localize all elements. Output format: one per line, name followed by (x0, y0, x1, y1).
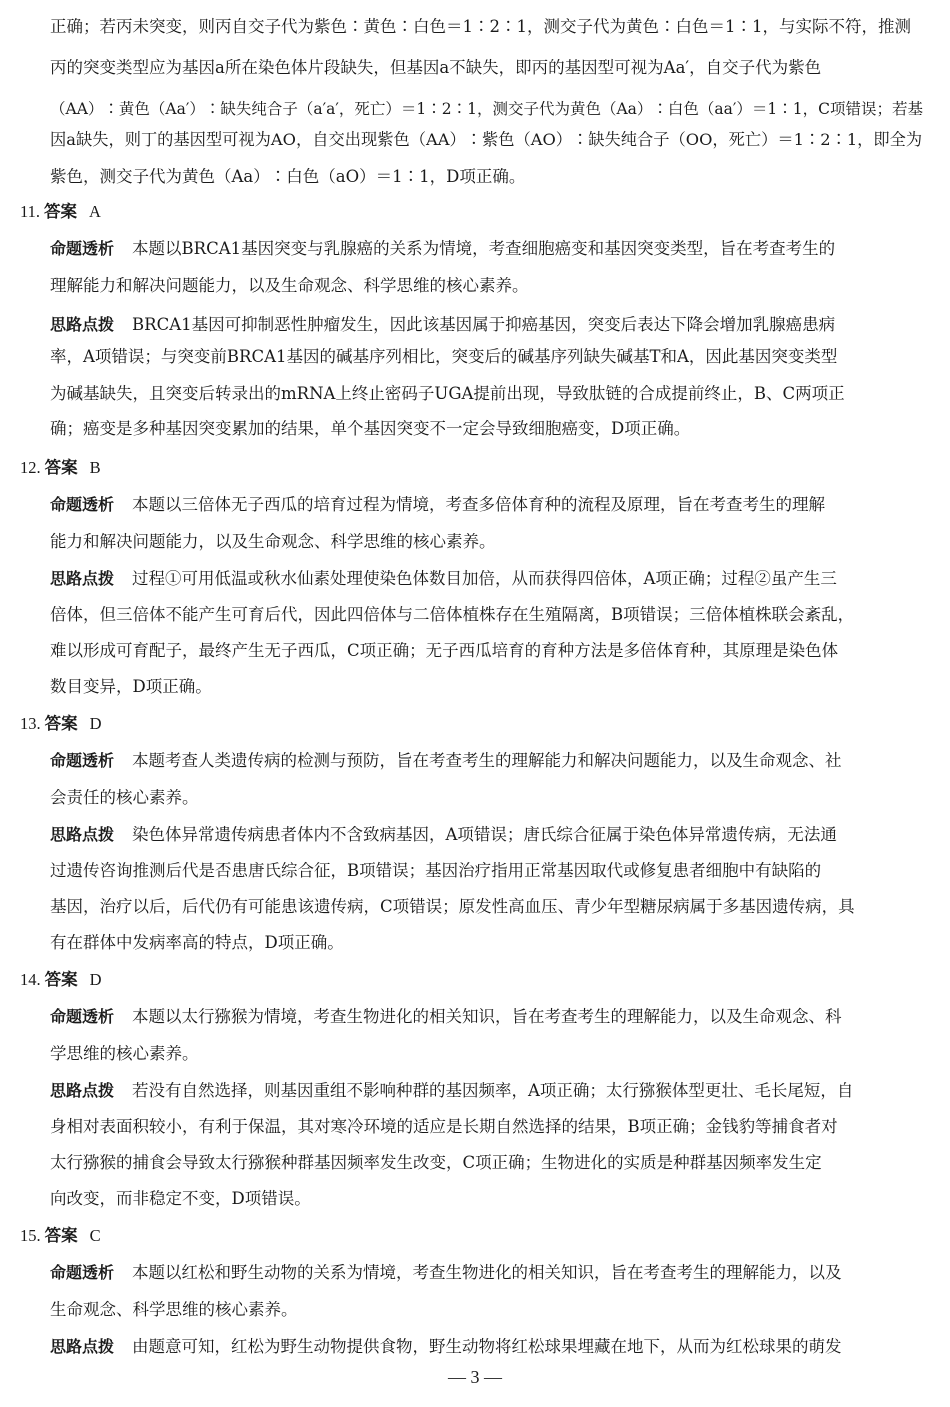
intro-line-3: （AA）∶黄色（Aa′）∶缺失纯合子（a′a′，死亡）＝1∶2∶1，测交子代为黄色（Aa）∶白色（aa′）＝1∶1，C项错误；若基 (50, 100, 923, 118)
analysis-text: 本题以BRCA1基因突变与乳腺癌的关系为情境，考查细胞癌变和基因突变类型，旨在考查考生的 (132, 239, 836, 258)
answer-label: 答案 (44, 458, 78, 477)
hint-text: 由题意可知，红松为野生动物提供食物，野生动物将红松球果埋藏在地下，从而为红松球果的萌发 (132, 1337, 842, 1356)
q11-analysis-line-1 (50, 236, 835, 262)
analysis-text: 本题考查人类遗传病的检测与预防，旨在考查考生的理解能力和解决问题能力，以及生命观念、社 (132, 751, 842, 770)
q11-hint-line-3: 为碱基缺失，且突变后转录出的mRNA上终止密码子UGA提前出现，导致肽链的合成提前终止，B、C两项正 (50, 384, 845, 403)
answer-value: D (89, 714, 102, 733)
answer-value: D (89, 970, 102, 989)
question-number: 13. (20, 714, 41, 733)
answer-label: 答案 (44, 202, 78, 221)
question-number: 11. (20, 202, 41, 221)
q14-hint-line-2: 身相对表面积较小，有利于保温，其对寒冷环境的适应是长期自然选择的结果，B项正确；金钱豹等捕食者对 (50, 1117, 838, 1136)
question-14-heading (20, 967, 102, 993)
q15-analysis-line-1 (50, 1260, 842, 1286)
q12-hint-line-1 (50, 566, 837, 592)
q12-hint-line-2: 倍体，但三倍体不能产生可育后代，因此四倍体与二倍体植株存在生殖隔离，B项错误；三倍体植株联会紊乱， (50, 605, 855, 624)
q13-hint-line-1 (50, 822, 837, 848)
analysis-label: 命题透析 (50, 1263, 115, 1282)
q13-hint-line-2: 过遗传咨询推测后代是否患唐氏综合征，B项错误；基因治疗指用正常基因取代或修复患者细胞中有缺陷的 (50, 861, 822, 880)
q14-hint-line-3: 太行猕猴的捕食会导致太行猕猴种群基因频率发生改变，C项正确；生物进化的实质是种群基因频率发生定 (50, 1153, 822, 1172)
hint-label: 思路点拨 (50, 315, 115, 334)
question-13-heading (20, 711, 102, 737)
question-number: 12. (20, 458, 41, 477)
analysis-label: 命题透析 (50, 239, 115, 258)
q14-hint-line-1 (50, 1078, 853, 1104)
hint-text: 若没有自然选择，则基因重组不影响种群的基因频率，A项正确；太行猕猴体型更壮、毛长尾短，自 (132, 1081, 854, 1100)
page-number: — 3 — (448, 1367, 502, 1387)
question-15-heading (20, 1223, 101, 1249)
analysis-text: 本题以三倍体无子西瓜的培育过程为情境，考查多倍体育种的流程及原理，旨在考查考生的理解 (132, 495, 826, 514)
answer-value: C (89, 1226, 101, 1245)
intro-line-2: 丙的突变类型应为基因a所在染色体片段缺失，但基因a不缺失，即丙的基因型可视为Aa′，自交子代为紫色 (50, 58, 822, 77)
q13-hint-line-3: 基因，治疗以后，后代仍有可能患该遗传病，C项错误；原发性高血压、青少年型糖尿病属于多基因遗传病，具 (50, 897, 855, 916)
q11-hint-line-1 (50, 312, 835, 338)
analysis-label: 命题透析 (50, 495, 115, 514)
hint-text: 染色体异常遗传病患者体内不含致病基因，A项错误；唐氏综合征属于染色体异常遗传病，无法通 (132, 825, 837, 844)
q13-analysis-line-2: 会责任的核心素养。 (50, 788, 199, 807)
analysis-label: 命题透析 (50, 1007, 115, 1026)
intro-line-1: 正确；若丙未突变，则丙自交子代为紫色∶黄色∶白色＝1∶2∶1，测交子代为黄色∶白色＝1∶1，与实际不符，推测 (50, 17, 911, 36)
intro-line-4: 因a缺失，则丁的基因型可视为AO，自交出现紫色（AA）∶紫色（AO）∶缺失纯合子（OO，死亡）＝1∶2∶1，即全为 (50, 130, 923, 149)
q12-analysis-line-2: 能力和解决问题能力，以及生命观念、科学思维的核心素养。 (50, 532, 496, 551)
question-number: 15. (20, 1226, 41, 1245)
question-12-heading (20, 455, 101, 481)
answer-value: B (89, 458, 101, 477)
answer-label: 答案 (44, 1226, 78, 1245)
hint-label: 思路点拨 (50, 569, 115, 588)
q15-hint-line-1 (50, 1334, 842, 1360)
answer-value: A (89, 202, 101, 221)
q14-hint-line-4: 向改变，而非稳定不变，D项错误。 (50, 1189, 311, 1208)
hint-label: 思路点拨 (50, 1337, 115, 1356)
q12-analysis-line-1 (50, 492, 825, 518)
hint-text: 过程①可用低温或秋水仙素处理使染色体数目加倍，从而获得四倍体，A项正确；过程②虽产生三 (132, 569, 837, 588)
q13-hint-line-4: 有在群体中发病率高的特点，D项正确。 (50, 933, 344, 952)
answer-label: 答案 (44, 714, 78, 733)
intro-line-5: 紫色，测交子代为黄色（Aa）∶白色（aO）＝1∶1，D项正确。 (50, 167, 526, 186)
q13-analysis-line-1 (50, 748, 842, 774)
hint-label: 思路点拨 (50, 825, 115, 844)
analysis-label: 命题透析 (50, 751, 115, 770)
q12-hint-line-4: 数目变异，D项正确。 (50, 677, 212, 696)
hint-text: BRCA1基因可抑制恶性肿瘤发生，因此该基因属于抑癌基因，突变后表达下降会增加乳腺癌患病 (132, 315, 836, 334)
answer-label: 答案 (44, 970, 78, 989)
q14-analysis-line-2: 学思维的核心素养。 (50, 1044, 199, 1063)
q14-analysis-line-1 (50, 1004, 842, 1030)
hint-label: 思路点拨 (50, 1081, 115, 1100)
q12-hint-line-3: 难以形成可育配子，最终产生无子西瓜，C项正确；无子西瓜培育的育种方法是多倍体育种，其原理是染色体 (50, 641, 839, 660)
question-number: 14. (20, 970, 41, 989)
question-11-heading (20, 199, 101, 225)
q11-hint-line-2: 率，A项错误；与突变前BRCA1基因的碱基序列相比，突变后的碱基序列缺失碱基T和A，因此基因突变类型 (50, 347, 838, 366)
analysis-text: 本题以红松和野生动物的关系为情境，考查生物进化的相关知识，旨在考查考生的理解能力，以及 (132, 1263, 842, 1282)
analysis-text: 本题以太行猕猴为情境，考查生物进化的相关知识，旨在考查考生的理解能力，以及生命观念、科 (132, 1007, 842, 1026)
q11-analysis-line-2: 理解能力和解决问题能力，以及生命观念、科学思维的核心素养。 (50, 276, 529, 295)
q15-analysis-line-2: 生命观念、科学思维的核心素养。 (50, 1300, 298, 1319)
q11-hint-line-4: 确；癌变是多种基因突变累加的结果，单个基因突变不一定会导致细胞癌变，D项正确。 (50, 419, 691, 438)
